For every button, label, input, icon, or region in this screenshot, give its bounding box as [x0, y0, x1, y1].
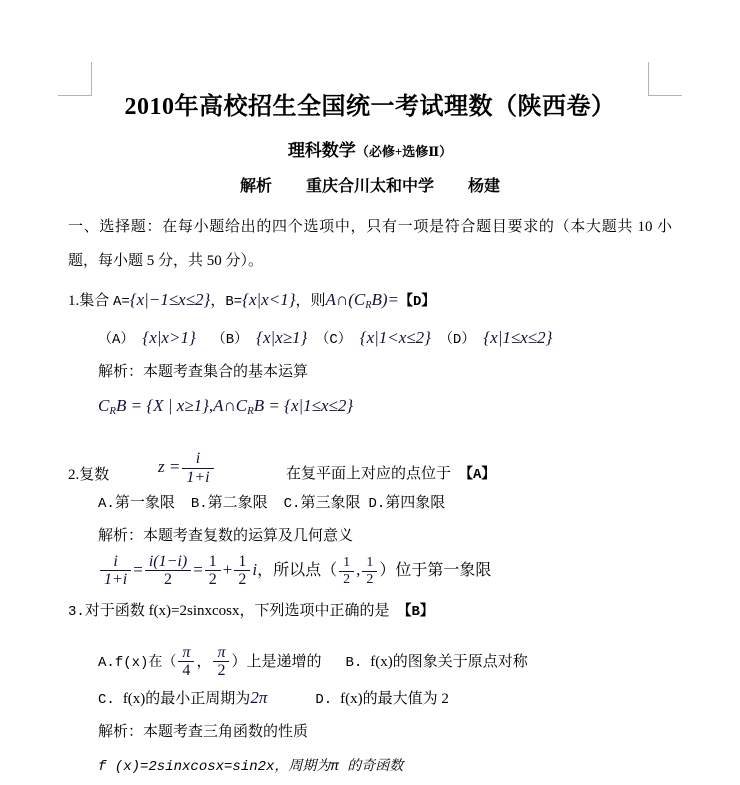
- question-1-option-c-tag[interactable]: （C）: [315, 331, 352, 348]
- question-2-option-d-tag[interactable]: D.: [368, 495, 386, 512]
- question-2-stem-prefix: 复数: [79, 466, 110, 483]
- question-2-label: [68, 465, 109, 485]
- question-1-setA-lead: A=: [113, 293, 130, 310]
- q3-option-a-fraction-1: [178, 644, 194, 681]
- q2-sol-f4-den: 2: [234, 570, 250, 589]
- q1-solution-lhs-subscript: R: [109, 404, 116, 417]
- question-3-option-a-tag[interactable]: A.: [98, 654, 115, 671]
- question-3-options-row-2: [68, 682, 672, 716]
- question-1-option-d-text[interactable]: {x|1≤x≤2}: [483, 327, 553, 347]
- question-3-option-b-text[interactable]: f(x)的图象关于原点对称: [370, 653, 528, 670]
- q2-sol-equals-2: =: [193, 559, 203, 579]
- question-1-expression: A∩(C: [325, 289, 366, 309]
- question-2-option-d-text[interactable]: 第四象限: [385, 494, 446, 511]
- question-3-option-d-text[interactable]: f(x)的最大值为 2: [340, 691, 449, 708]
- question-2-solution-label: 解析：本题考查复数的运算及几何意义: [98, 527, 354, 544]
- question-2-stem-tail-wrap: [286, 464, 495, 485]
- q3-solution-expression: f (x)=2sinxcosx=sin2x，周期为π 的奇函数: [98, 759, 404, 776]
- question-3-stem: [68, 595, 672, 628]
- question-1-answer-key: 【D】: [398, 293, 436, 310]
- q2-sol-f6-den: 2: [362, 571, 377, 588]
- q2-sol-f1-num: i: [113, 552, 118, 570]
- question-1-option-b-tag[interactable]: （B）: [211, 331, 249, 348]
- question-2-stem: [68, 433, 672, 487]
- q2-sol-f1-den: 1+i: [100, 570, 131, 589]
- question-2-option-a-tag[interactable]: A.: [98, 495, 115, 512]
- question-3-option-c-tag[interactable]: C.: [98, 692, 115, 709]
- q1-solution-lhs: C: [98, 395, 110, 415]
- q2-sol-comma: ，: [257, 561, 274, 579]
- question-1-setA: {x|−1≤x≤2}: [129, 289, 211, 309]
- subtitle-parenthetical: （必修+选修Ⅱ）: [355, 144, 453, 160]
- question-1-expression-subscript: R: [365, 299, 372, 311]
- q2-sol-f5-den: 2: [339, 571, 354, 588]
- question-3-option-b-tag[interactable]: B.: [345, 654, 363, 671]
- page-title: 2010年高校招生全国统一考试理数（陕西卷）: [124, 94, 616, 120]
- q2-formula-lhs: z =: [158, 456, 181, 476]
- document-subtitle: [68, 142, 672, 161]
- q2-sol-equals-1: =: [133, 559, 143, 579]
- question-3-option-a-lead[interactable]: f(x)在（: [114, 654, 177, 671]
- q1-solution-separator: ,: [208, 395, 214, 415]
- question-3-option-a-mid: ，: [196, 653, 212, 670]
- question-1-solution-label: 解析：本题考查集合的基本运算: [98, 363, 309, 380]
- subtitle-main: 理科数学: [287, 141, 356, 161]
- question-2-formula: [158, 450, 216, 487]
- q2-sol-text-mid: 所以点（: [273, 561, 338, 579]
- q2-sol-f2-num: i(1−i): [148, 552, 188, 570]
- question-1-comma-1: ，: [210, 292, 226, 309]
- question-1-then: 则: [310, 292, 326, 309]
- q2-sol-fraction-3: [205, 553, 221, 590]
- question-1-solution-math: [68, 388, 672, 429]
- byline-label: 解析: [239, 178, 272, 196]
- question-2-stem-tail: 在复平面上对应的点位于: [286, 465, 452, 482]
- q1-solution-rhs: A∩C: [213, 395, 248, 415]
- q2-sol-i-symbol: i: [252, 559, 258, 579]
- question-1-expression-tail: B)=: [371, 289, 399, 309]
- question-3-options-row-1: [68, 632, 672, 682]
- question-2-solution-math: [68, 552, 672, 590]
- question-3-option-c-text[interactable]: f(x)的最小正周期为: [122, 691, 251, 708]
- question-1-setB-lead: B=: [225, 293, 243, 310]
- question-1-stem: [68, 284, 672, 322]
- q2-formula-denominator: 1+i: [182, 468, 213, 487]
- q2-sol-fraction-1: [100, 553, 131, 590]
- question-2-option-c-tag[interactable]: C.: [283, 495, 301, 512]
- document-page: [68, 0, 672, 785]
- question-3-answer-key: 【B】: [397, 604, 434, 621]
- question-2-option-a-text[interactable]: 第一象限: [114, 494, 175, 511]
- q2-formula-numerator: i: [195, 449, 201, 467]
- q2-sol-dot: ,: [356, 559, 361, 579]
- q2-sol-fraction-5: [339, 555, 354, 587]
- question-2-number: 2.: [68, 466, 80, 483]
- q2-formula-fraction: [182, 450, 213, 487]
- byline-school: 重庆合川太和中学: [305, 178, 434, 196]
- question-2-option-b-text[interactable]: 第二象限: [207, 494, 268, 511]
- question-3-option-c-math: 2π: [250, 688, 268, 708]
- q2-sol-fraction-2: [145, 553, 191, 590]
- q2-sol-text-end: ）位于第一象限: [379, 561, 492, 579]
- q2-sol-fraction-6: [362, 555, 377, 587]
- question-2-option-b-tag[interactable]: B.: [190, 495, 208, 512]
- q2-sol-f3-num: 1: [208, 552, 217, 570]
- question-3-option-a-tail[interactable]: ）上是递增的: [231, 653, 322, 670]
- q2-sol-plus: +: [222, 559, 233, 579]
- question-3-number: 3.: [68, 604, 85, 621]
- q3-opt-a-f1-den: 4: [178, 661, 194, 680]
- question-1-option-a-tag[interactable]: （A）: [98, 331, 135, 348]
- q1-solution-lhs-tail: B = {X | x≥1}: [116, 395, 209, 415]
- question-3-solution-text: [68, 748, 672, 785]
- question-3-solution-label: 解析：本题考查三角函数的性质: [98, 724, 309, 741]
- q2-sol-f5-num: 1: [343, 554, 351, 570]
- question-1-option-c-text[interactable]: {x|1<x≤2}: [359, 327, 431, 347]
- question-1-option-b-text[interactable]: {x|x≥1}: [256, 327, 308, 347]
- q3-option-a-fraction-2: [213, 644, 229, 681]
- q2-sol-fraction-4: [234, 553, 250, 590]
- question-1-options: [68, 322, 672, 356]
- question-2-answer-key: 【A】: [459, 466, 496, 483]
- q2-sol-f4-num: 1: [238, 552, 247, 570]
- question-2-options: [68, 487, 672, 520]
- q2-sol-f2-den: 2: [145, 570, 191, 589]
- q2-sol-f3-den: 2: [205, 570, 221, 589]
- question-3-option-d-tag[interactable]: D.: [315, 692, 333, 709]
- byline: [68, 178, 672, 196]
- question-3-options-row-1-inner: [98, 644, 528, 681]
- question-1-setB: {x|x<1}: [242, 289, 296, 309]
- q2-sol-f6-num: 1: [366, 554, 374, 570]
- byline-author: 杨建: [468, 178, 501, 196]
- question-1-option-a-text[interactable]: {x|x>1}: [142, 327, 196, 347]
- q3-opt-a-f2-num: π: [217, 643, 226, 661]
- question-1-stem-prefix: 集合: [79, 292, 110, 309]
- question-2-option-c-text[interactable]: 第三象限: [300, 494, 361, 511]
- question-1-option-d-tag[interactable]: （D）: [438, 331, 476, 348]
- q3-opt-a-f1-num: π: [182, 643, 191, 661]
- q1-solution-rhs-subscript: R: [247, 404, 254, 417]
- question-1-number: 1.: [68, 292, 80, 309]
- q1-solution-rhs-tail: B = {x|1≤x≤2}: [253, 395, 354, 415]
- section-intro-text: 一、选择题：在每小题给出的四个选项中，只有一项是符合题目要求的（本大题共 10 小题，每小题 5 分，共 50 分）。: [68, 218, 672, 269]
- question-1-comma-2: ，: [295, 292, 311, 309]
- q3-opt-a-f2-den: 2: [213, 661, 229, 680]
- question-3-stem-text: 对于函数 f(x)=2sinxcosx，下列选项中正确的是: [84, 603, 390, 620]
